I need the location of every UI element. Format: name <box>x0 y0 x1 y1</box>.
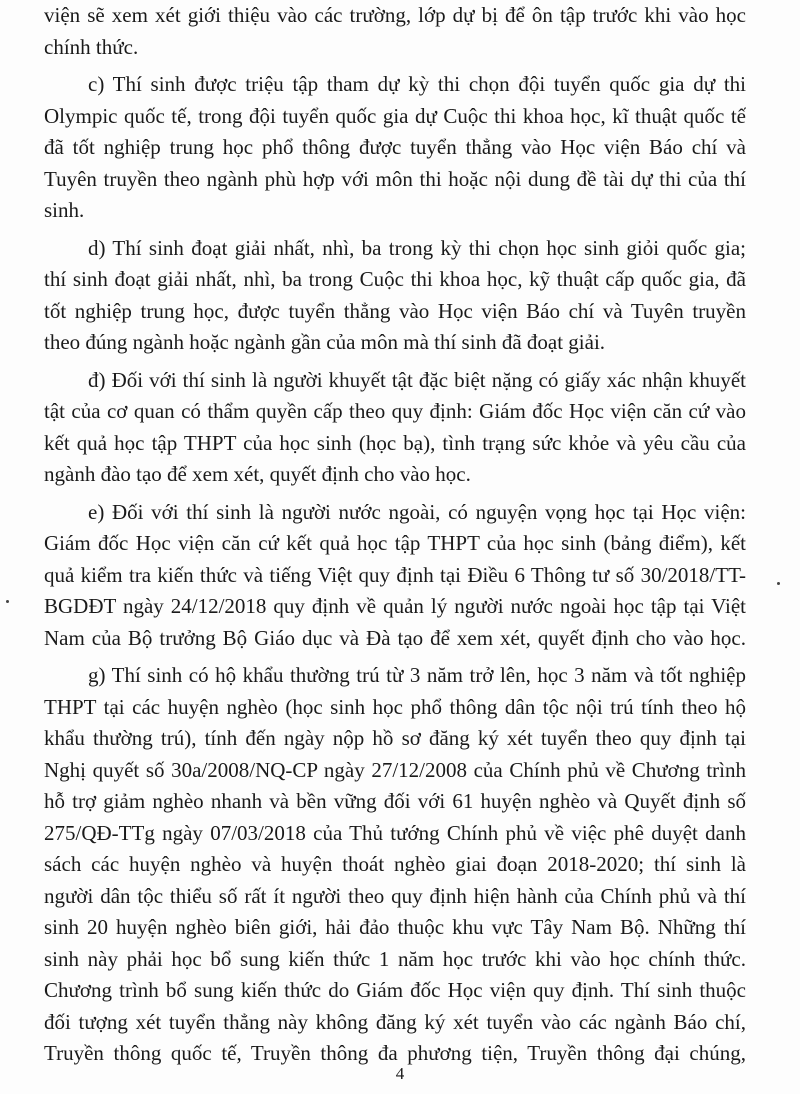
text-line: đối tượng xét tuyển thẳng này không đăng ký xét tuyển vào các ngành Báo chí, <box>44 1009 746 1034</box>
paragraph-d <box>44 233 746 359</box>
text-line: d) Thí sinh đoạt giải nhất, nhì, ba trong kỳ thi chọn học sinh giỏi quốc gia; <box>88 235 746 260</box>
text-line: tốt nghiệp trung học, được tuyển thẳng vào Học viện Báo chí và Tuyên truyền <box>44 298 746 323</box>
text-line: hỗ trợ giảm nghèo nhanh và bền vững đối với 61 huyện nghèo và Quyết định số <box>44 789 746 813</box>
text-line: chính thức. <box>44 34 139 59</box>
paragraph-b-continued <box>44 0 746 63</box>
text-line: đ) Đối với thí sinh là người khuyết tật đặc biệt nặng có giấy xác nhận khuyết <box>88 367 746 392</box>
scan-speck <box>6 600 9 603</box>
text-line: Nghị quyết số 30a/2008/NQ-CP ngày 27/12/2008 của Chính phủ về Chương trình <box>44 757 746 782</box>
text-line: đã tốt nghiệp trung học phổ thông được tuyển thẳng vào Học viện Báo chí và <box>44 135 746 159</box>
text-line: thí sinh đoạt giải nhất, nhì, ba trong Cuộc thi khoa học, kỹ thuật cấp quốc gia, đã <box>44 267 746 291</box>
scan-speck <box>777 582 780 585</box>
text-line: ngành đào tạo để xem xét, quyết định cho vào học. <box>44 462 471 486</box>
text-line: sinh. <box>44 198 85 222</box>
page-number: 4 <box>395 1064 405 1083</box>
text-line: Tuyên truyền theo ngành phù hợp với môn thi hoặc nội dung đề tài dự thi của thí <box>44 166 746 191</box>
text-line: 275/QĐ-TTg ngày 07/03/2018 của Thủ tướng Chính phủ về việc phê duyệt danh <box>44 820 746 845</box>
paragraph-dd <box>44 365 746 491</box>
text-line: Giám đốc Học viện căn cứ kết quả học tập THPT của học sinh (bảng điểm), kết <box>44 531 746 555</box>
text-line: sinh này phải học bổ sung kiến thức 1 năm học trước khi vào học chính thức. <box>44 946 746 971</box>
text-line: quả kiểm tra kiến thức và tiếng Việt quy định tại Điều 6 Thông tư số 30/2018/TT- <box>44 562 746 587</box>
text-line: c) Thí sinh được triệu tập tham dự kỳ thi chọn đội tuyển quốc gia dự thi <box>88 72 746 96</box>
text-line: Nam của Bộ trưởng Bộ Giáo dục và Đà tạo để xem xét, quyết định cho vào học. <box>44 625 746 650</box>
text-line: theo đúng ngành hoặc ngành gần của môn mà thí sinh đã đoạt giải. <box>44 330 606 354</box>
text-line: BGDĐT ngày 24/12/2018 quy định về quản lý người nước ngoài học tập tại Việt <box>44 594 746 618</box>
text-line: viện sẽ xem xét giới thiệu vào các trường, lớp dự bị để ôn tập trước khi vào học <box>44 3 746 27</box>
paragraph-c <box>44 69 746 227</box>
text-line: tật của cơ quan có thẩm quyền cấp theo quy định: Giám đốc Học viện căn cứ vào <box>44 399 746 423</box>
document-page <box>44 0 746 1070</box>
text-line: Chương trình bổ sung kiến thức do Giám đốc Học viện quy định. Thí sinh thuộc <box>44 978 746 1002</box>
text-line: e) Đối với thí sinh là người nước ngoài, có nguyện vọng học tại Học viện: <box>88 499 746 524</box>
paragraph-g <box>44 660 746 1070</box>
text-line: Olympic quốc tế, trong đội tuyển quốc gia dự Cuộc thi khoa học, kĩ thuật quốc tế <box>44 103 746 128</box>
text-line: g) Thí sinh có hộ khẩu thường trú từ 3 năm trở lên, học 3 năm và tốt nghiệp <box>88 663 746 687</box>
text-line: kết quả học tập THPT của học sinh (học bạ), tình trạng sức khỏe và yêu cầu của <box>44 430 746 455</box>
text-line: Truyền thông quốc tế, Truyền thông đa phương tiện, Truyền thông đại chúng, <box>44 1041 746 1065</box>
paragraph-e <box>44 497 746 655</box>
text-line: sách các huyện nghèo và huyện thoát nghèo giai đoạn 2018-2020; thí sinh là <box>44 852 746 876</box>
text-line: THPT tại các huyện nghèo (học sinh học phổ thông dân tộc nội trú tính theo hộ <box>44 694 746 719</box>
text-line: khẩu thường trú), tính đến ngày nộp hồ sơ đăng ký xét tuyển theo quy định tại <box>44 726 746 750</box>
text-line: sinh 20 huyện nghèo biên giới, hải đảo thuộc khu vực Tây Nam Bộ. Những thí <box>44 915 746 939</box>
text-line: người dân tộc thiểu số rất ít người theo quy định hiện hành của Chính phủ và thí <box>44 883 746 908</box>
